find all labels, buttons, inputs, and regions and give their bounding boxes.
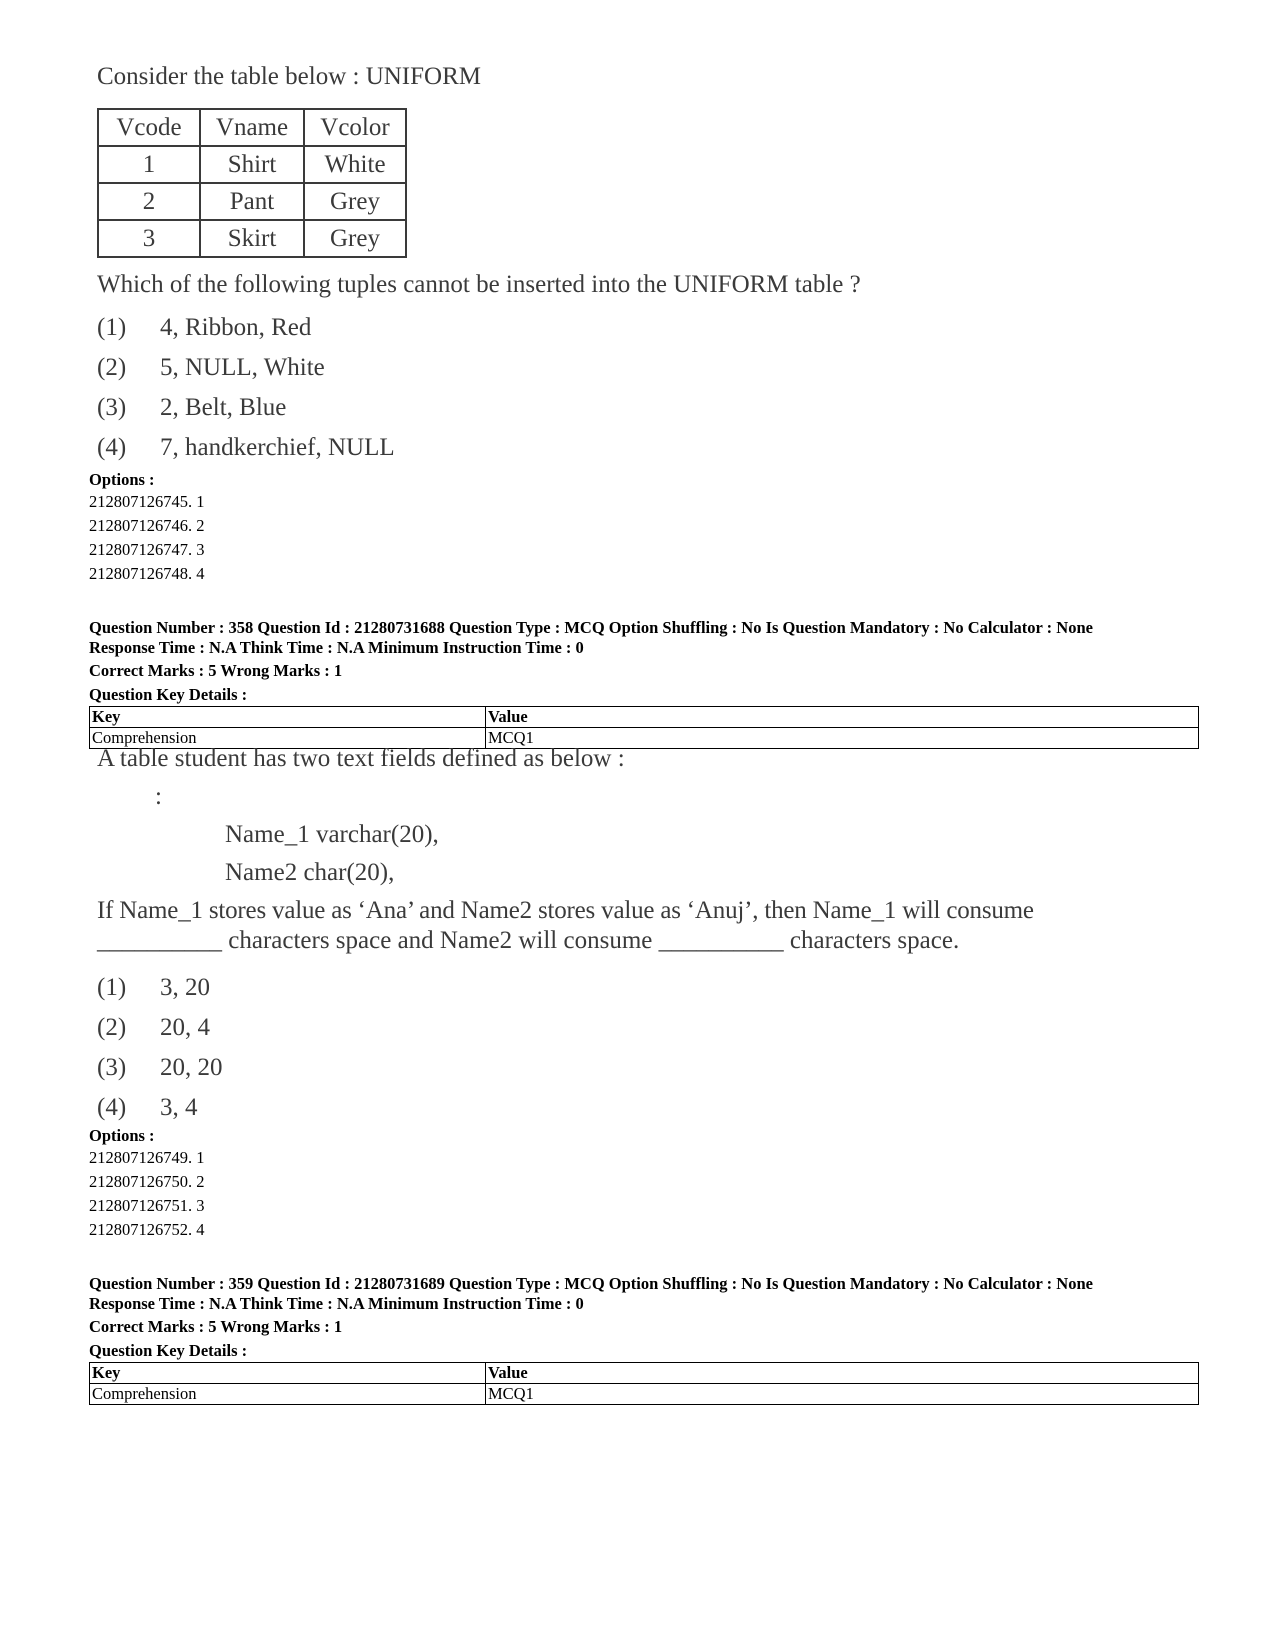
table-header-row [90,1363,1199,1384]
question-357-options [89,470,1199,586]
option-item: 212807126746. 2 [89,515,205,535]
question-meta-line: Question Number : 359 Question Id : 21280731689 Question Type : MCQ Option Shuffling : No Is Question Mandatory : No Calculator : None [89,1274,1093,1293]
key-details-label: Question Key Details : [89,1340,248,1360]
question-358-header [89,618,1199,749]
table-row [98,183,406,220]
table-cell: White [304,146,406,183]
option-item: 212807126751. 3 [89,1195,205,1215]
option-item: 212807126748. 4 [89,563,205,583]
options-label: Options : [89,470,155,489]
marks-line: Correct Marks : 5 Wrong Marks : 1 [89,1317,343,1336]
question-meta-line: Response Time : N.A Think Time : N.A Minimum Instruction Time : 0 [89,637,584,657]
option-item: 212807126752. 4 [89,1219,205,1239]
option-item: 212807126750. 2 [89,1171,205,1191]
table-cell: Grey [304,183,406,220]
table-row [90,1384,1199,1405]
uniform-table [97,108,407,258]
choice-item: (4) 3, 4 [97,1094,198,1121]
question-358-stem-1: If Name_1 stores value as ‘Ana’ and Name2 stores value as ‘Anuj’, then Name_1 will consume [97,897,1034,924]
table-cell: Grey [304,220,406,257]
key-details-label: Question Key Details : [89,684,248,704]
question-meta-line: Response Time : N.A Think Time : N.A Minimum Instruction Time : 0 [89,1293,584,1313]
question-358-options [89,1126,1199,1242]
choice-item: (3) 20, 20 [97,1054,223,1081]
field-name2: Name2 char(20), [225,859,395,886]
key-header: Key [90,707,486,728]
key-header: Key [90,1363,486,1384]
table-cell: 3 [98,220,200,257]
choice-item: (2) 20, 4 [97,1014,210,1041]
table-cell: Shirt [200,146,304,183]
header-vname: Vname [200,109,304,146]
table-header-row [98,109,406,146]
option-item: 212807126749. 1 [89,1147,205,1167]
choice-item: (1) 4, Ribbon, Red [97,314,312,341]
header-vcolor: Vcolor [304,109,406,146]
option-item: 212807126745. 1 [89,491,205,511]
table-cell: 1 [98,146,200,183]
student-intro: A table student has two text fields defined as below : [97,745,625,772]
value-header: Value [486,707,1199,728]
value-cell: MCQ1 [486,728,1199,749]
question-358-stem-2: __________ characters space and Name2 will consume __________ characters space. [97,927,960,954]
question-357-choices [97,308,997,468]
question-meta-line: Question Number : 358 Question Id : 21280731688 Question Type : MCQ Option Shuffling : No Is Question Mandatory : No Calculator : None [89,618,1093,637]
field-name1: Name_1 varchar(20), [225,821,439,848]
choice-item: (4) 7, handkerchief, NULL [97,434,395,461]
question-358-choices [97,968,997,1128]
table-row [98,146,406,183]
question-359-header [89,1274,1199,1405]
choice-item: (1) 3, 20 [97,974,210,1001]
value-header: Value [486,1363,1199,1384]
uniform-intro: Consider the table below : UNIFORM [97,63,481,90]
option-item: 212807126747. 3 [89,539,205,559]
table-cell: Pant [200,183,304,220]
marks-line: Correct Marks : 5 Wrong Marks : 1 [89,661,343,680]
choice-item: (2) 5, NULL, White [97,354,325,381]
choice-item: (3) 2, Belt, Blue [97,394,287,421]
table-row [98,220,406,257]
table-cell: Skirt [200,220,304,257]
table-cell: 2 [98,183,200,220]
key-cell: Comprehension [90,1384,486,1405]
key-details-table [89,1362,1199,1405]
question-357-text: Which of the following tuples cannot be inserted into the UNIFORM table ? [97,271,861,298]
colon-mark: : [155,783,162,810]
value-cell: MCQ1 [486,1384,1199,1405]
key-cell: Comprehension [90,728,486,749]
options-label: Options : [89,1126,155,1145]
header-vcode: Vcode [98,109,200,146]
table-header-row [90,707,1199,728]
key-details-table [89,706,1199,749]
